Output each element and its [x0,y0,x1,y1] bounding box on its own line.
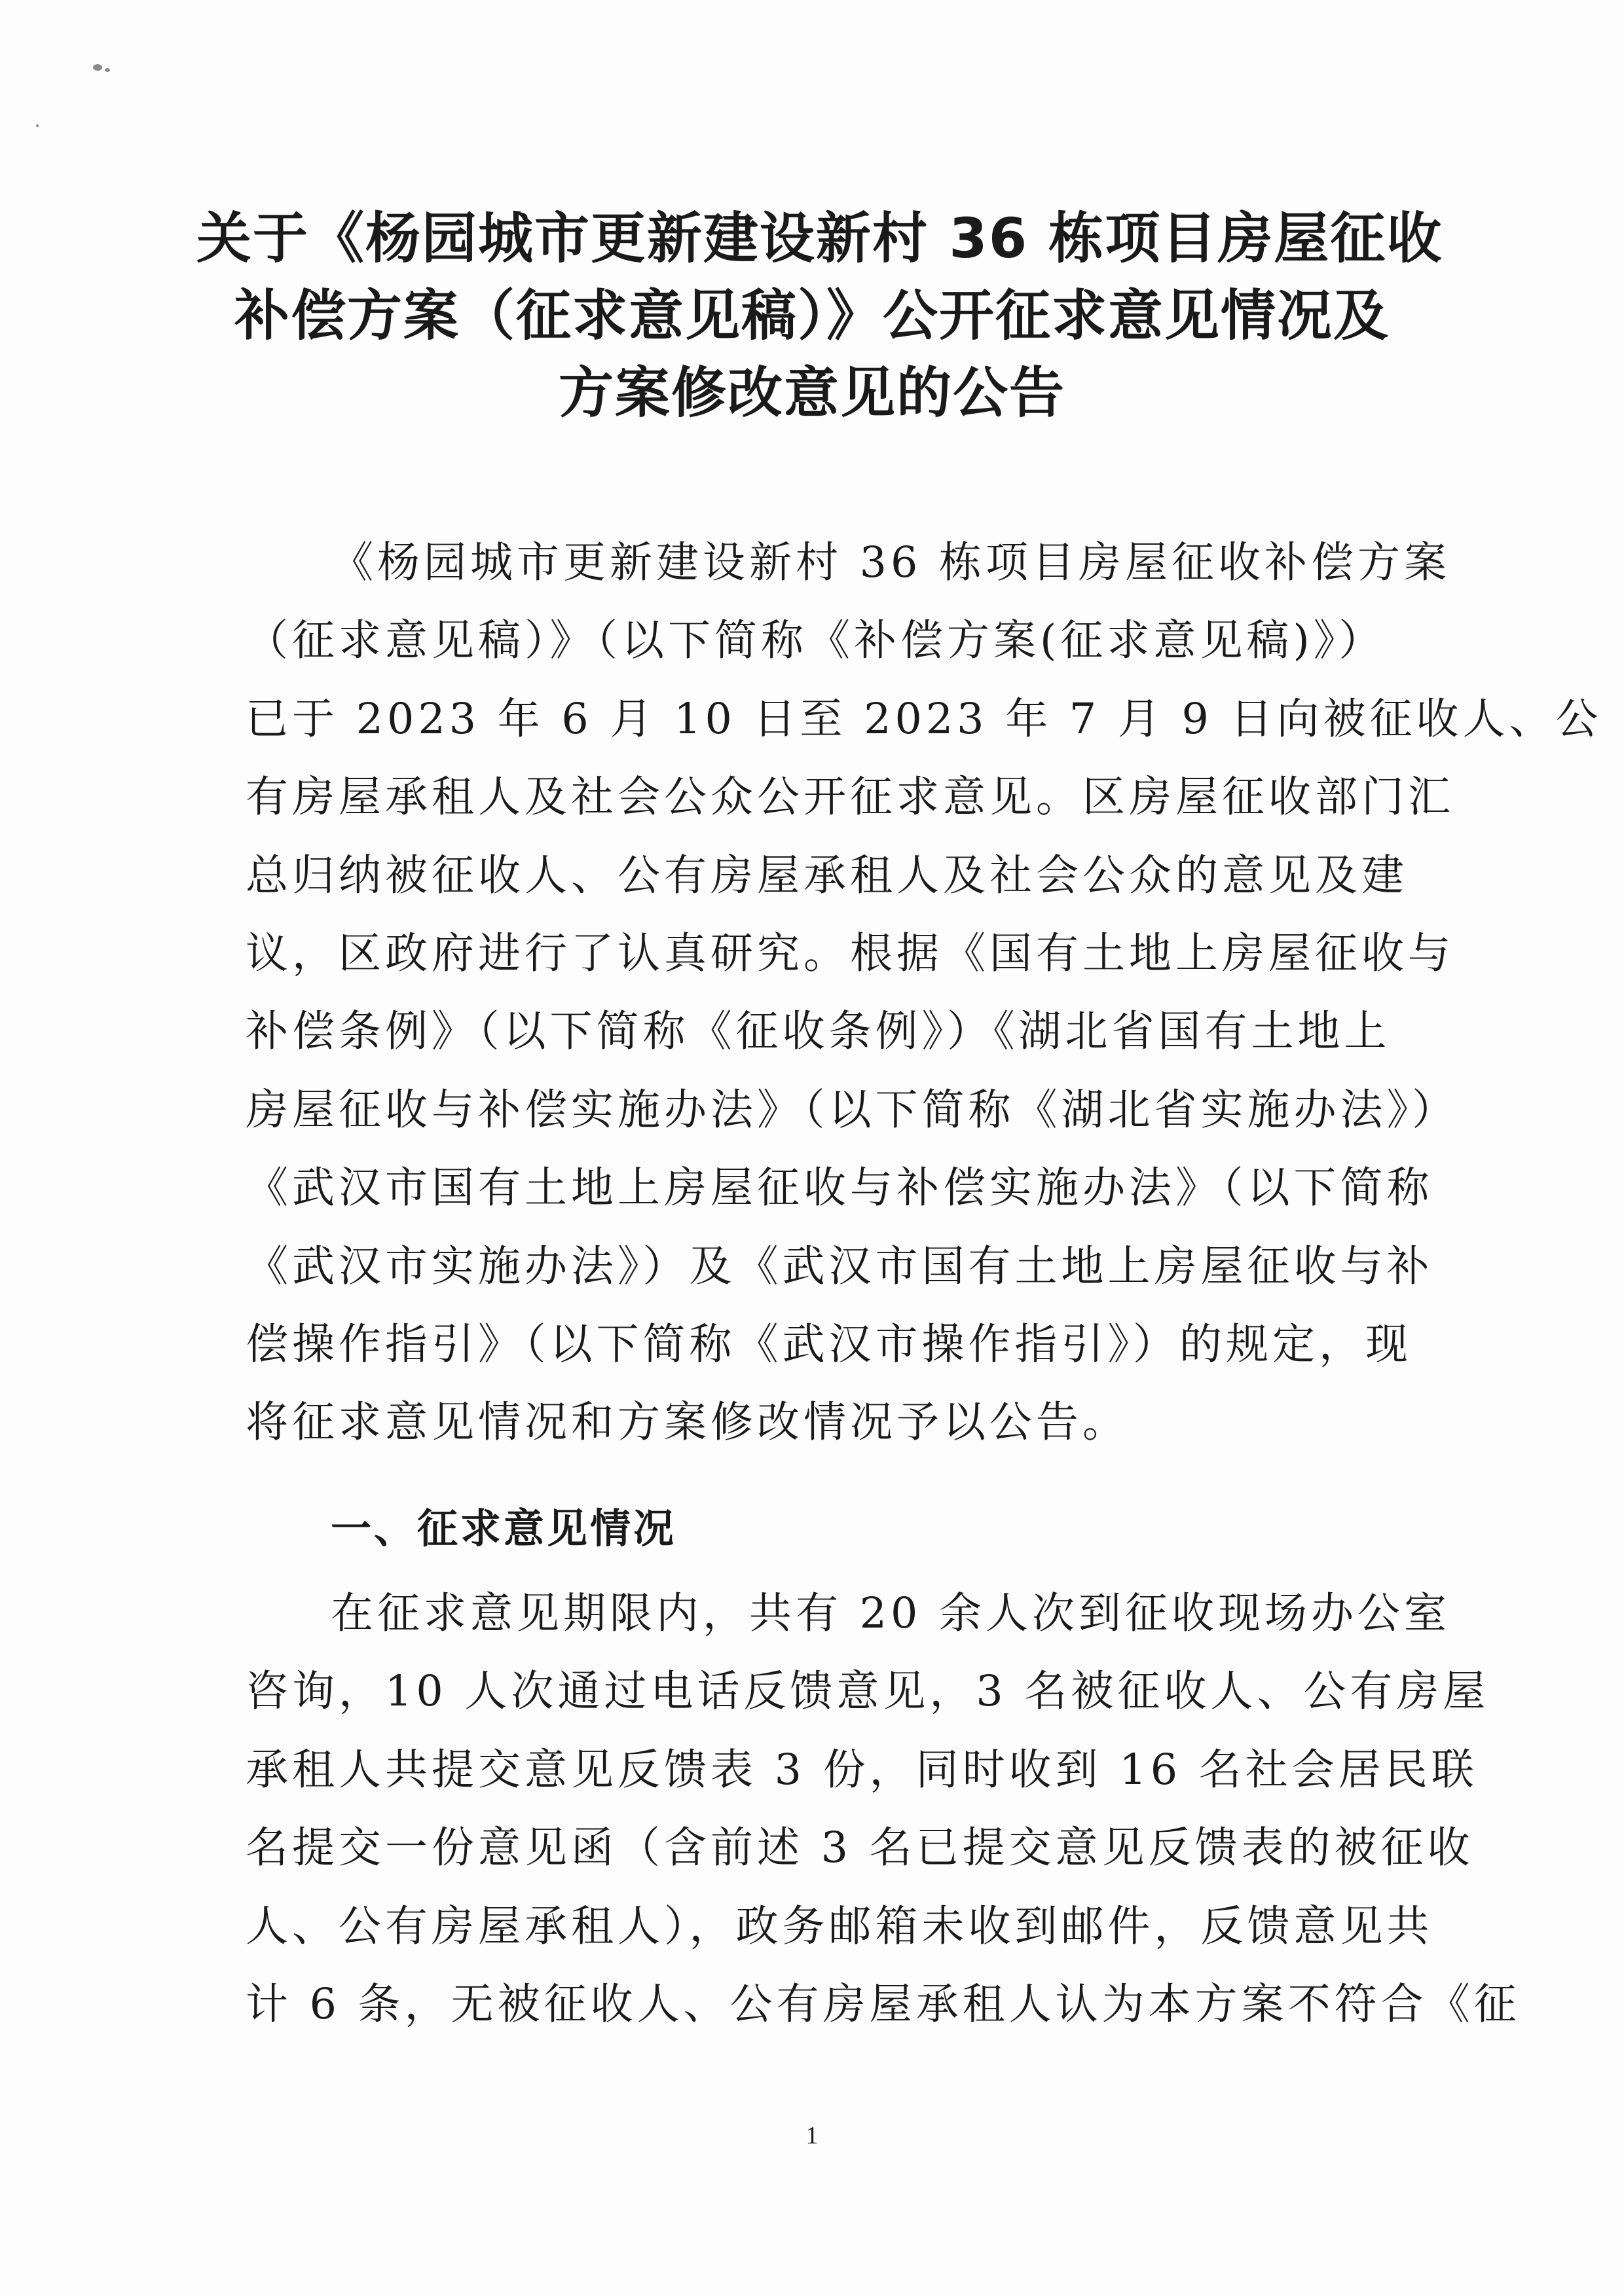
text-line: 有房屋承租人及社会公众公开征求意见。区房屋征收部门汇 [246,773,1455,822]
text-line: 计 6 条，无被征收人、公有房屋承租人认为本方案不符合《征 [246,1979,1521,2029]
text-line: 《杨园城市更新建设新村 36 栋项目房屋征收补偿方案 [331,538,1451,587]
text-line: 将征求意见情况和方案修改情况予以公告。 [246,1398,1130,1448]
text-line: 名提交一份意见函（含前述 3 名已提交意见反馈表的被征收 [246,1823,1474,1873]
text-line: 咨询，10 人次通过电话反馈意见，3 名被征收人、公有房屋 [246,1667,1490,1717]
text-line: （征求意见稿）》（以下简称《补偿方案(征求意见稿)》） [246,616,1386,666]
title-line: 补偿方案（征求意见稿）》公开征求意见情况及 [234,283,1390,348]
section-heading: 一、征求意见情况 [331,1504,677,1552]
title-line: 关于《杨园城市更新建设新村 36 栋项目房屋征收 [196,206,1443,270]
text-line: 总归纳被征收人、公有房屋承租人及社会公众的意见及建 [246,850,1409,900]
text-line: 补偿条例》（以下简称《征收条例》）《湖北省国有土地上 [246,1007,1391,1057]
section1-paragraph [246,1575,1521,2043]
text-line: 《武汉市实施办法》）及《武汉市国有土地上房屋征收与补 [246,1241,1433,1291]
text-line: 《武汉市国有土地上房屋征收与补偿实施办法》（以下简称 [246,1163,1433,1213]
announcement-title [196,200,1443,431]
title-line: 方案修改意见的公告 [558,361,1065,425]
intro-paragraph [246,524,1602,1462]
scan-speck [36,124,39,127]
text-line: 人、公有房屋承租人），政务邮箱未收到邮件，反馈意见共 [246,1901,1433,1951]
text-line: 偿操作指引》（以下简称《武汉市操作指引》）的规定，现 [246,1319,1412,1369]
text-line: 在征求意见期限内，共有 20 余人次到征收现场办公室 [331,1589,1451,1638]
text-line: 议，区政府进行了认真研究。根据《国有土地上房屋征收与 [246,928,1455,978]
scan-speck [93,64,102,71]
text-line: 房屋征收与补偿实施办法》（以下简称《湖北省实施办法》） [246,1085,1459,1135]
page-number: 1 [805,2122,819,2149]
text-line: 已于 2023 年 6 月 10 日至 2023 年 7 月 9 日向被征收人、公 [246,694,1602,744]
scan-speck [105,68,110,72]
text-line: 承租人共提交意见反馈表 3 份，同时收到 16 名社会居民联 [246,1745,1478,1795]
